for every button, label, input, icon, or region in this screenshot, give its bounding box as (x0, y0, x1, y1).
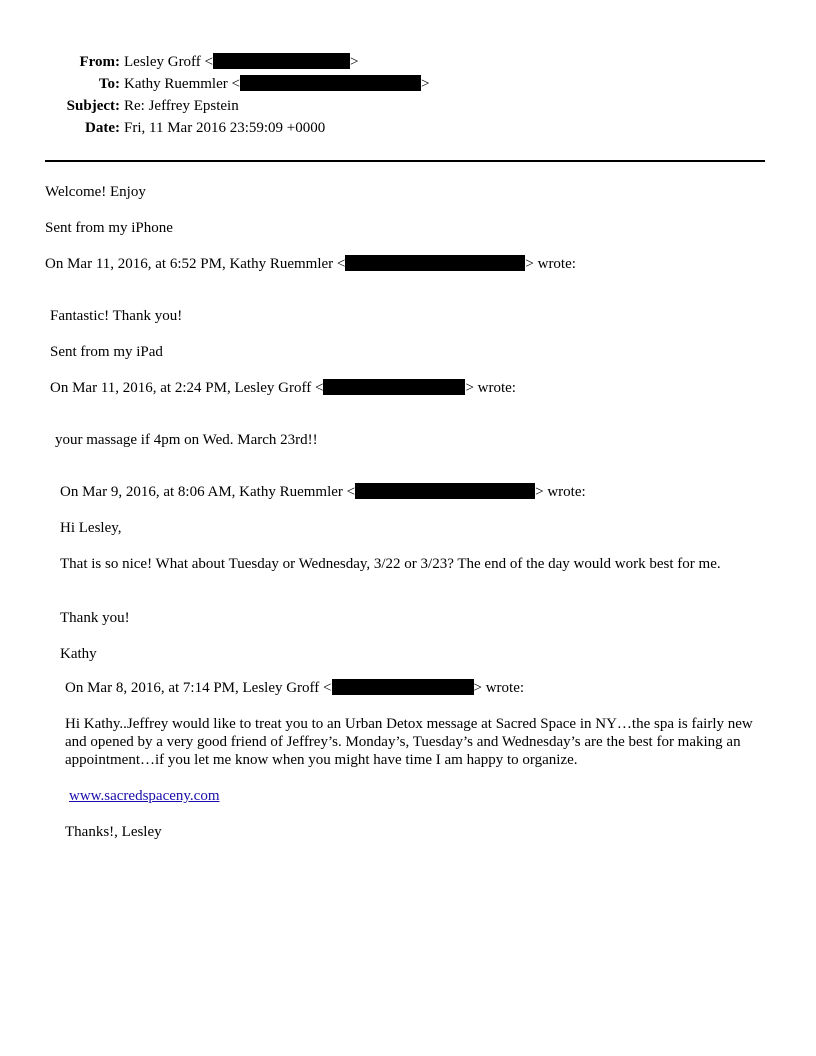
message-body: That is so nice! What about Tuesday or Wednesday, 3/22 or 3/23? The end of the day would work best for me. (60, 556, 721, 572)
angle-close: > (525, 256, 534, 272)
message-body: Welcome! Enjoy (45, 184, 146, 200)
redaction-box (323, 379, 465, 395)
quote-attribution (60, 483, 586, 501)
subject-label: Subject: (66, 98, 120, 114)
angle-open: < (314, 380, 324, 396)
to-name: Kathy Ruemmler (124, 76, 228, 92)
angle-close: > (465, 380, 474, 396)
header-from-row (0, 52, 816, 72)
redaction-box (332, 679, 474, 695)
sacredspace-link[interactable]: www.sacredspaceny.com (69, 788, 220, 804)
header-subject-row (0, 96, 816, 116)
angle-open: < (346, 484, 356, 500)
redaction-box (355, 483, 535, 499)
message-signature: Sent from my iPhone (45, 220, 173, 236)
angle-open: < (204, 54, 213, 70)
message-body: Hi Kathy..Jeffrey would like to treat you to an Urban Detox message at Sacred Space in NY…the spa is fairly new and opened by a very good friend of Jeffrey’s. Monday’s, Tuesday’s and Wednesday’s are the best for making an appointment…if you let me know when you might have time I am happy to organize. (65, 716, 753, 768)
angle-close: > (535, 484, 544, 500)
quote-attribution-text: On Mar 9, 2016, at 8:06 AM, Kathy Ruemmler (60, 484, 343, 500)
message-body: Fantastic! Thank you! (50, 308, 183, 324)
message-signature: Sent from my iPad (50, 344, 163, 360)
to-value (124, 74, 429, 94)
angle-close: > (350, 54, 359, 70)
angle-open: < (231, 76, 240, 92)
quote-wrote: wrote: (547, 484, 586, 500)
from-value (124, 52, 358, 72)
message-body: your massage if 4pm on Wed. March 23rd!! (55, 432, 318, 448)
quote-attribution-text: On Mar 11, 2016, at 2:24 PM, Lesley Groff (50, 380, 312, 396)
message-link-row (69, 787, 220, 805)
quote-attribution (65, 679, 524, 697)
header-divider (45, 160, 765, 162)
message-closing: Thank you! (60, 610, 130, 626)
message-signature: Kathy (60, 646, 97, 662)
angle-open: < (323, 680, 332, 696)
quote-attribution (45, 255, 576, 273)
quote-wrote: wrote: (537, 256, 576, 272)
message-signature: Thanks!, Lesley (65, 824, 162, 840)
angle-close: > (420, 76, 430, 92)
quote-attribution (50, 379, 516, 397)
subject-value: Re: Jeffrey Epstein (124, 98, 239, 114)
header-date-row (0, 118, 816, 138)
date-label: Date: (85, 120, 120, 136)
redaction-box (213, 53, 350, 69)
quote-attribution-text: On Mar 8, 2016, at 7:14 PM, Lesley Groff (65, 680, 320, 696)
redaction-box (240, 75, 421, 91)
from-label: From: (79, 54, 120, 70)
from-name: Lesley Groff (124, 54, 201, 70)
header-to-row (0, 74, 816, 94)
quote-wrote: wrote: (477, 380, 516, 396)
quote-wrote: wrote: (485, 680, 525, 696)
message-greeting: Hi Lesley, (60, 520, 122, 536)
angle-close: > (473, 680, 482, 696)
angle-open: < (336, 256, 346, 272)
to-label: To: (98, 76, 120, 92)
redaction-box (345, 255, 525, 271)
date-value: Fri, 11 Mar 2016 23:59:09 +0000 (124, 120, 326, 136)
quote-attribution-text: On Mar 11, 2016, at 6:52 PM, Kathy Ruemmler (45, 256, 334, 272)
